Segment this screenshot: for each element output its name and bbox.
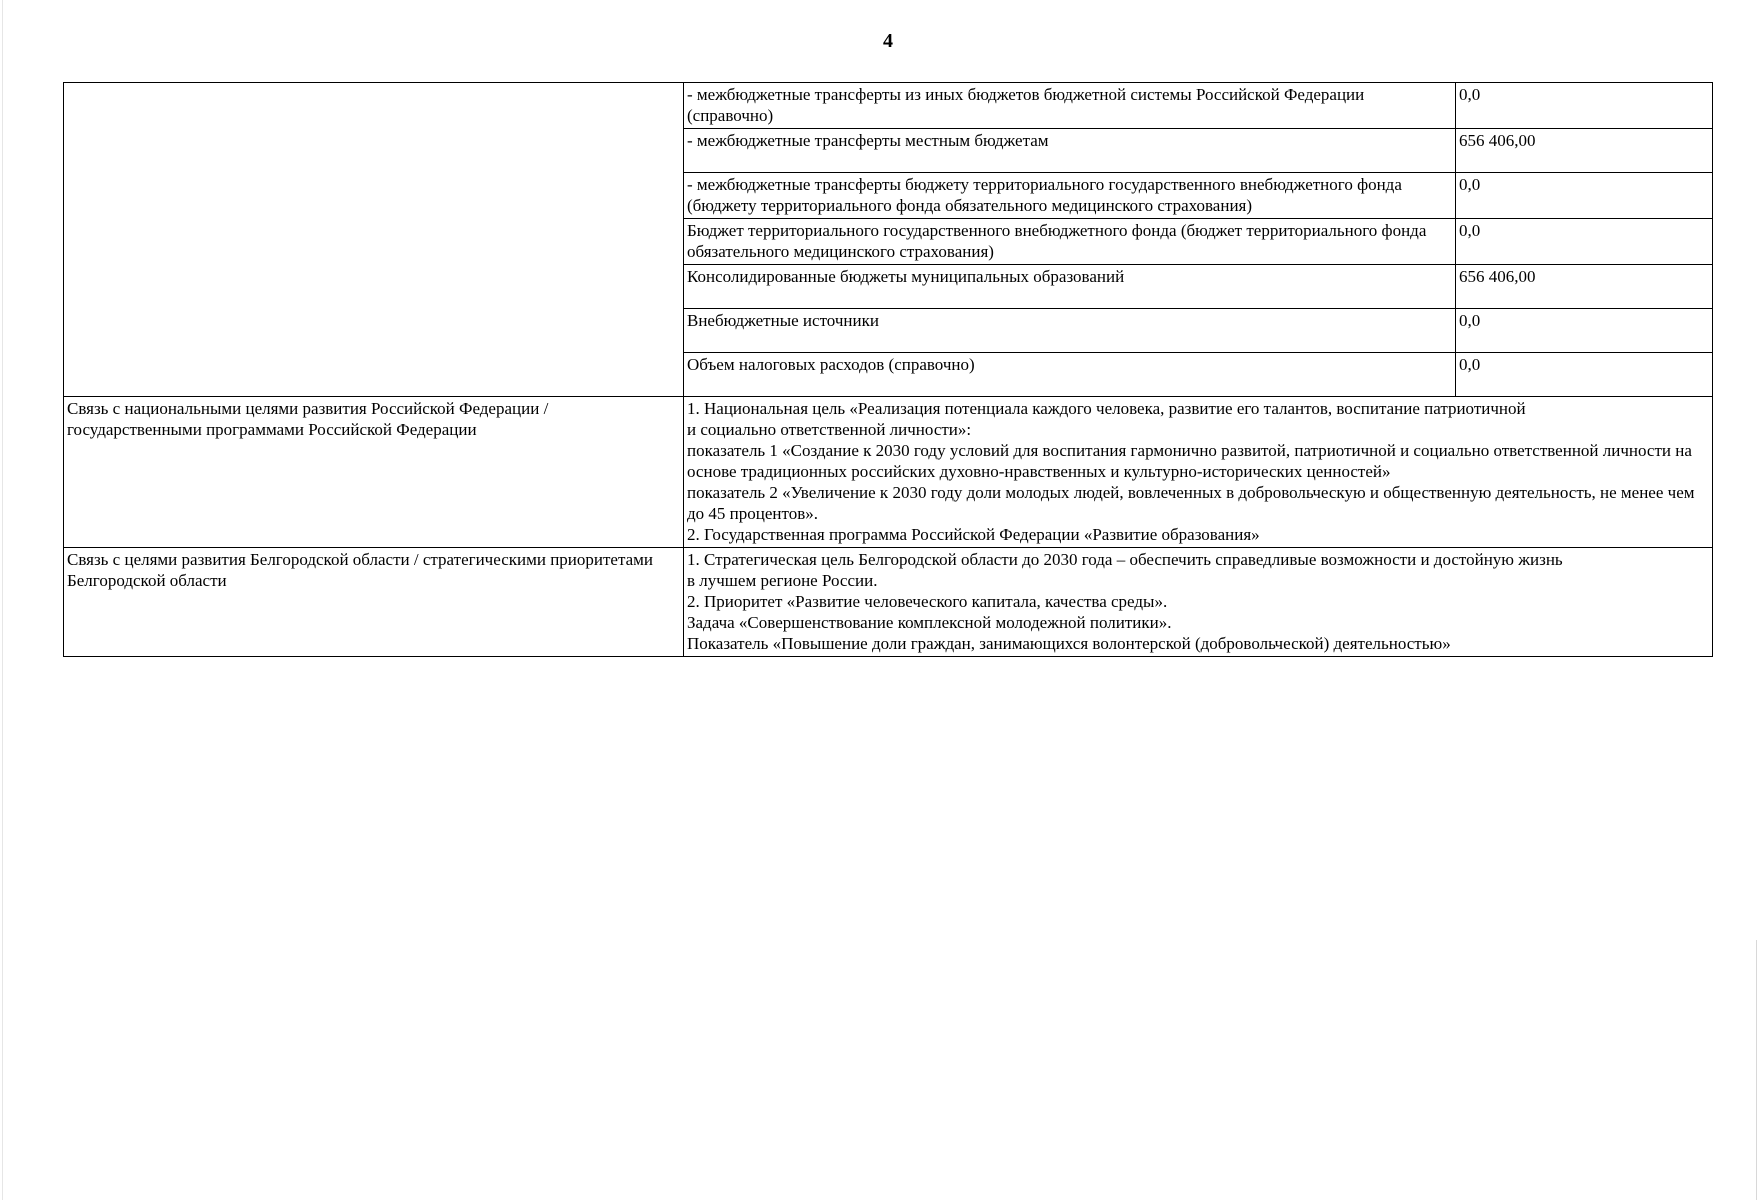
national-goals-line: 2. Государственная программа Российской Федерации «Развитие образования» — [687, 525, 1260, 544]
national-goals-content — [684, 397, 1713, 548]
national-goals-line: и социально ответственной личности»: — [687, 420, 972, 439]
regional-goals-label: Связь с целями развития Белгородской области / стратегическими приоритетами Белгородской области — [64, 548, 684, 657]
finance-label: Объем налоговых расходов (справочно) — [684, 353, 1456, 397]
regional-goals-line: Показатель «Повышение доли граждан, занимающихся волонтерской (добровольческой) деятельностью» — [687, 634, 1451, 653]
finance-label: Внебюджетные источники — [684, 309, 1456, 353]
regional-goals-line: 1. Стратегическая цель Белгородской области до 2030 года – обеспечить справедливые возможности и достойную жизнь — [687, 550, 1563, 569]
finance-label: Консолидированные бюджеты муниципальных образований — [684, 265, 1456, 309]
table-row — [64, 83, 1713, 129]
national-goals-label: Связь с национальными целями развития Российской Федерации / государственными программами Российской Федерации — [64, 397, 684, 548]
national-goals-line: показатель 2 «Увеличение к 2030 году доли молодых людей, вовлеченных в добровольческую и общественную деятельность, не менее чем до 45 процентов». — [687, 483, 1695, 523]
finance-value: 0,0 — [1456, 219, 1713, 265]
finance-label: - межбюджетные трансферты из иных бюджетов бюджетной системы Российской Федерации (справочно) — [684, 83, 1456, 129]
finance-label: - межбюджетные трансферты бюджету территориального государственного внебюджетного фонда (бюджету территориального фонда обязательного медицинского страхования) — [684, 173, 1456, 219]
empty-label-cell — [64, 83, 684, 397]
table-row — [64, 397, 1713, 548]
page-number: 4 — [883, 30, 893, 52]
finance-value: 0,0 — [1456, 173, 1713, 219]
finance-value: 0,0 — [1456, 309, 1713, 353]
regional-goals-line: 2. Приоритет «Развитие человеческого капитала, качества среды». — [687, 592, 1168, 611]
national-goals-line: показатель 1 «Создание к 2030 году условий для воспитания гармонично развитой, патриотичной и социально ответственной личности на основе традиционных российских духовно-нравственных и культурно-исторических ценностей» — [687, 441, 1692, 481]
finance-label: Бюджет территориального государственного внебюджетного фонда (бюджет территориального фонда обязательного медицинского страхования) — [684, 219, 1456, 265]
finance-label: - межбюджетные трансферты местным бюджетам — [684, 129, 1456, 173]
regional-goals-line: в лучшем регионе России. — [687, 571, 878, 590]
national-goals-line: 1. Национальная цель «Реализация потенциала каждого человека, развитие его талантов, воспитание патриотичной — [687, 399, 1526, 418]
scan-edge-mark — [2, 0, 3, 1200]
finance-value: 656 406,00 — [1456, 129, 1713, 173]
regional-goals-line: Задача «Совершенствование комплексной молодежной политики». — [687, 613, 1172, 632]
finance-value: 656 406,00 — [1456, 265, 1713, 309]
table-row — [64, 548, 1713, 657]
passport-table — [63, 82, 1713, 657]
finance-value: 0,0 — [1456, 83, 1713, 129]
finance-value: 0,0 — [1456, 353, 1713, 397]
scan-edge-mark — [1756, 940, 1757, 1200]
regional-goals-content — [684, 548, 1713, 657]
